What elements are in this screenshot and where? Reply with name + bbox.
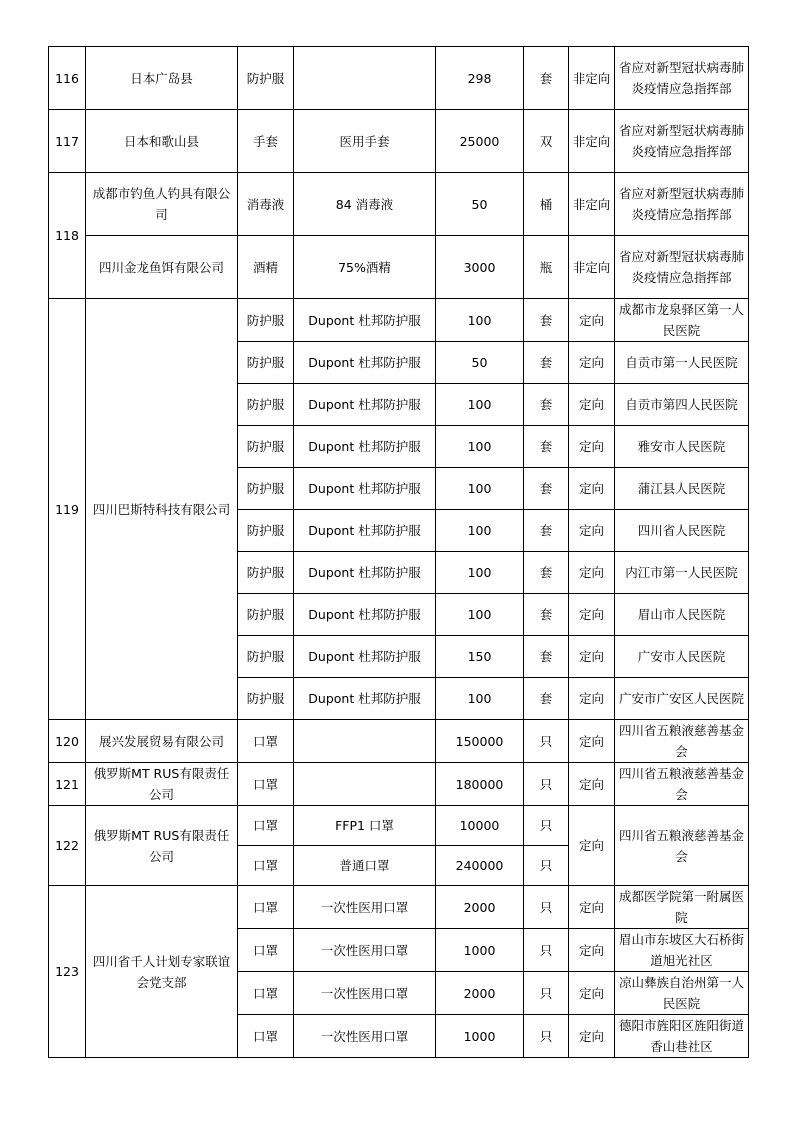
table-row	[49, 110, 749, 173]
recipient: 蒲江县人民医院	[615, 468, 749, 510]
recipient: 四川省五粮液慈善基金会	[615, 806, 749, 886]
quantity: 100	[436, 299, 524, 342]
donor-name: 俄罗斯MT RUS有限责任公司	[86, 806, 238, 886]
recipient: 省应对新型冠状病毒肺炎疫情应急指挥部	[615, 110, 749, 173]
item-name	[294, 763, 436, 806]
unit: 套	[524, 426, 569, 468]
item-type: 口罩	[238, 806, 294, 846]
unit: 套	[524, 468, 569, 510]
unit: 只	[524, 846, 569, 886]
recipient: 广安市人民医院	[615, 636, 749, 678]
item-name	[294, 47, 436, 110]
direction: 定向	[569, 763, 615, 806]
item-type: 口罩	[238, 972, 294, 1015]
item-name: 医用手套	[294, 110, 436, 173]
donor-name: 成都市钓鱼人钓具有限公司	[86, 173, 238, 236]
table-row	[49, 299, 749, 342]
recipient: 四川省人民医院	[615, 510, 749, 552]
direction: 定向	[569, 594, 615, 636]
quantity: 50	[436, 342, 524, 384]
recipient: 省应对新型冠状病毒肺炎疫情应急指挥部	[615, 47, 749, 110]
item-type: 防护服	[238, 678, 294, 720]
quantity: 100	[436, 552, 524, 594]
unit: 瓶	[524, 236, 569, 299]
donor-name: 俄罗斯MT RUS有限责任公司	[86, 763, 238, 806]
item-type: 防护服	[238, 468, 294, 510]
unit: 只	[524, 763, 569, 806]
row-number: 119	[49, 299, 86, 720]
item-type: 防护服	[238, 384, 294, 426]
item-name: Dupont 杜邦防护服	[294, 342, 436, 384]
quantity: 1000	[436, 1015, 524, 1058]
item-name: Dupont 杜邦防护服	[294, 384, 436, 426]
quantity: 150000	[436, 720, 524, 763]
item-type: 口罩	[238, 1015, 294, 1058]
quantity: 240000	[436, 846, 524, 886]
recipient: 省应对新型冠状病毒肺炎疫情应急指挥部	[615, 236, 749, 299]
table-row	[49, 47, 749, 110]
direction: 定向	[569, 1015, 615, 1058]
unit: 只	[524, 720, 569, 763]
direction: 定向	[569, 299, 615, 342]
item-type: 酒精	[238, 236, 294, 299]
direction: 定向	[569, 806, 615, 886]
recipient: 四川省五粮液慈善基金会	[615, 763, 749, 806]
donor-name: 四川金龙鱼饵有限公司	[86, 236, 238, 299]
table-row	[49, 173, 749, 236]
item-name: Dupont 杜邦防护服	[294, 552, 436, 594]
item-name: 84 消毒液	[294, 173, 436, 236]
quantity: 100	[436, 384, 524, 426]
direction: 定向	[569, 510, 615, 552]
item-type: 口罩	[238, 886, 294, 929]
unit: 套	[524, 299, 569, 342]
unit: 套	[524, 384, 569, 426]
item-name: Dupont 杜邦防护服	[294, 468, 436, 510]
donation-table	[48, 46, 749, 1058]
table-row	[49, 806, 749, 846]
item-type: 防护服	[238, 47, 294, 110]
donor-name: 四川省千人计划专家联谊会党支部	[86, 886, 238, 1058]
unit: 套	[524, 552, 569, 594]
quantity: 150	[436, 636, 524, 678]
item-name: FFP1 口罩	[294, 806, 436, 846]
item-type: 防护服	[238, 636, 294, 678]
table-row	[49, 236, 749, 299]
item-type: 防护服	[238, 426, 294, 468]
direction: 定向	[569, 552, 615, 594]
recipient: 广安市广安区人民医院	[615, 678, 749, 720]
unit: 只	[524, 1015, 569, 1058]
item-type: 消毒液	[238, 173, 294, 236]
recipient: 眉山市东坡区大石桥街道旭光社区	[615, 929, 749, 972]
item-type: 防护服	[238, 342, 294, 384]
item-type: 手套	[238, 110, 294, 173]
unit: 套	[524, 636, 569, 678]
unit: 套	[524, 594, 569, 636]
quantity: 2000	[436, 972, 524, 1015]
quantity: 25000	[436, 110, 524, 173]
item-name: Dupont 杜邦防护服	[294, 510, 436, 552]
unit: 桶	[524, 173, 569, 236]
item-name	[294, 720, 436, 763]
row-number: 123	[49, 886, 86, 1058]
donor-name: 日本和歌山县	[86, 110, 238, 173]
table-row	[49, 886, 749, 929]
row-number: 117	[49, 110, 86, 173]
quantity: 100	[436, 426, 524, 468]
table-row	[49, 720, 749, 763]
item-type: 防护服	[238, 552, 294, 594]
direction: 定向	[569, 720, 615, 763]
recipient: 雅安市人民医院	[615, 426, 749, 468]
donor-name: 四川巴斯特科技有限公司	[86, 299, 238, 720]
unit: 套	[524, 678, 569, 720]
row-number: 118	[49, 173, 86, 299]
row-number: 120	[49, 720, 86, 763]
recipient: 成都市龙泉驿区第一人民医院	[615, 299, 749, 342]
recipient: 眉山市人民医院	[615, 594, 749, 636]
quantity: 100	[436, 510, 524, 552]
item-name: Dupont 杜邦防护服	[294, 678, 436, 720]
quantity: 100	[436, 678, 524, 720]
recipient: 内江市第一人民医院	[615, 552, 749, 594]
recipient: 成都医学院第一附属医院	[615, 886, 749, 929]
quantity: 10000	[436, 806, 524, 846]
recipient: 德阳市旌阳区旌阳街道香山巷社区	[615, 1015, 749, 1058]
item-name: Dupont 杜邦防护服	[294, 299, 436, 342]
item-name: Dupont 杜邦防护服	[294, 594, 436, 636]
direction: 定向	[569, 342, 615, 384]
item-type: 防护服	[238, 510, 294, 552]
row-number: 122	[49, 806, 86, 886]
unit: 双	[524, 110, 569, 173]
row-number: 116	[49, 47, 86, 110]
recipient: 四川省五粮液慈善基金会	[615, 720, 749, 763]
direction: 定向	[569, 678, 615, 720]
direction: 定向	[569, 426, 615, 468]
direction: 非定向	[569, 236, 615, 299]
recipient: 省应对新型冠状病毒肺炎疫情应急指挥部	[615, 173, 749, 236]
recipient: 凉山彝族自治州第一人民医院	[615, 972, 749, 1015]
quantity: 100	[436, 594, 524, 636]
item-name: Dupont 杜邦防护服	[294, 636, 436, 678]
item-name: 一次性医用口罩	[294, 1015, 436, 1058]
direction: 非定向	[569, 110, 615, 173]
item-name: 一次性医用口罩	[294, 886, 436, 929]
row-number: 121	[49, 763, 86, 806]
unit: 套	[524, 510, 569, 552]
unit: 只	[524, 886, 569, 929]
item-name: 普通口罩	[294, 846, 436, 886]
item-type: 口罩	[238, 720, 294, 763]
item-name: Dupont 杜邦防护服	[294, 426, 436, 468]
item-type: 防护服	[238, 299, 294, 342]
direction: 定向	[569, 972, 615, 1015]
donor-name: 展兴发展贸易有限公司	[86, 720, 238, 763]
recipient: 自贡市第一人民医院	[615, 342, 749, 384]
unit: 只	[524, 929, 569, 972]
quantity: 180000	[436, 763, 524, 806]
recipient: 自贡市第四人民医院	[615, 384, 749, 426]
item-type: 口罩	[238, 929, 294, 972]
unit: 套	[524, 47, 569, 110]
donor-name: 日本广岛县	[86, 47, 238, 110]
quantity: 100	[436, 468, 524, 510]
unit: 只	[524, 972, 569, 1015]
quantity: 3000	[436, 236, 524, 299]
item-name: 75%酒精	[294, 236, 436, 299]
quantity: 298	[436, 47, 524, 110]
item-type: 口罩	[238, 763, 294, 806]
table-row	[49, 763, 749, 806]
unit: 只	[524, 806, 569, 846]
item-type: 防护服	[238, 594, 294, 636]
direction: 非定向	[569, 173, 615, 236]
direction: 非定向	[569, 47, 615, 110]
quantity: 1000	[436, 929, 524, 972]
unit: 套	[524, 342, 569, 384]
direction: 定向	[569, 886, 615, 929]
direction: 定向	[569, 929, 615, 972]
quantity: 2000	[436, 886, 524, 929]
item-name: 一次性医用口罩	[294, 972, 436, 1015]
direction: 定向	[569, 468, 615, 510]
item-type: 口罩	[238, 846, 294, 886]
quantity: 50	[436, 173, 524, 236]
direction: 定向	[569, 636, 615, 678]
direction: 定向	[569, 384, 615, 426]
item-name: 一次性医用口罩	[294, 929, 436, 972]
